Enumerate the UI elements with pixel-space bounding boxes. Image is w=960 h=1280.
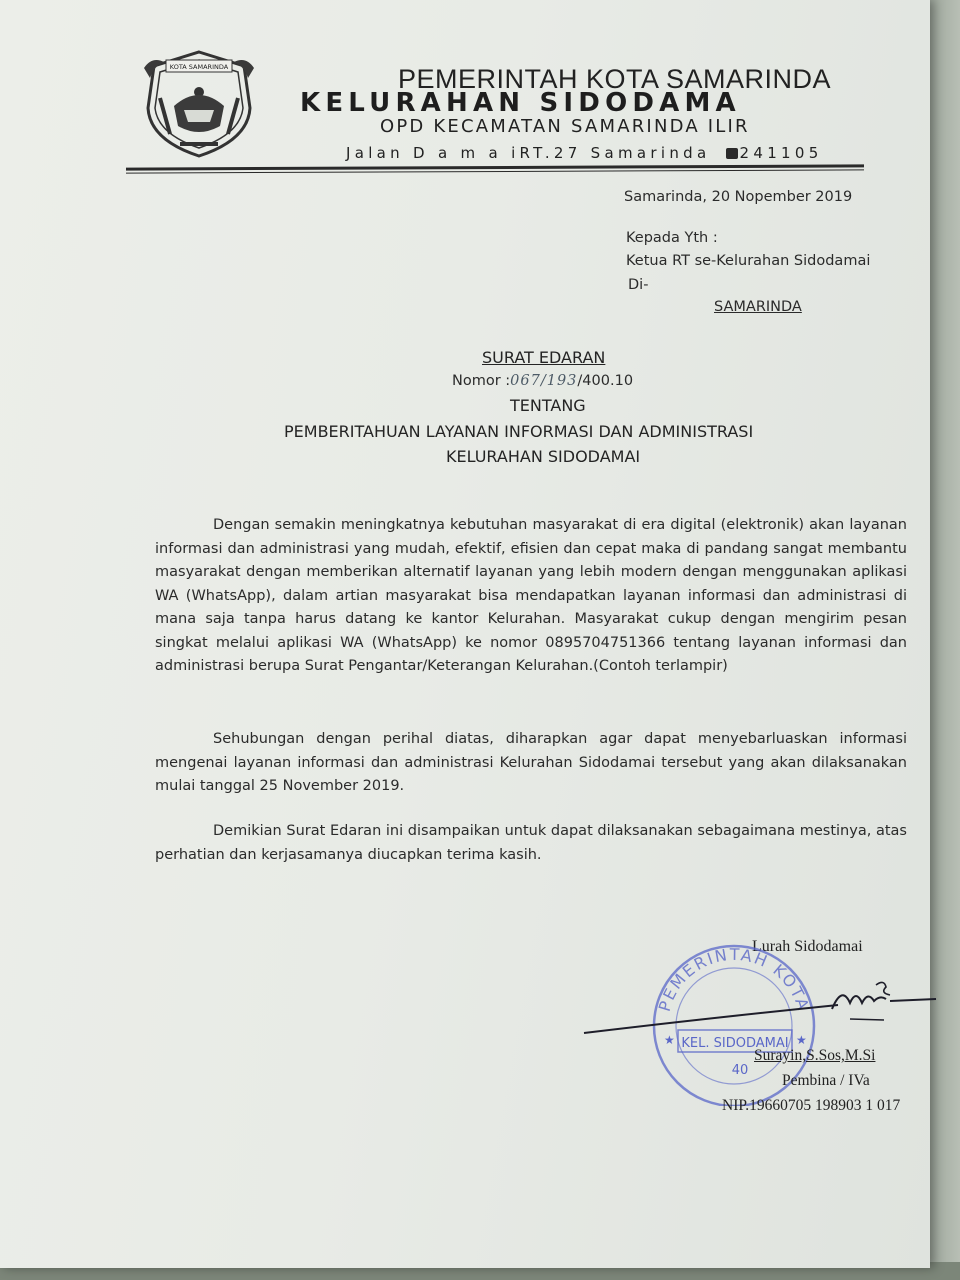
recipient-salutation: Kepada Yth : (626, 230, 718, 246)
body-paragraph-2 (155, 728, 907, 799)
body-paragraph-3-text: Demikian Surat Edaran ini disampaikan untuk dapat dilaksanakan sebagaimana mestinya, atas perhatian dan kerjasamanya diucapkan terima kasih. (155, 823, 907, 863)
letter-title: SURAT EDARAN (482, 348, 606, 367)
letterhead-sub-office: OPD KECAMATAN SAMARINDA ILIR (380, 116, 750, 137)
body-paragraph-1 (155, 514, 907, 679)
recipient-name: Ketua RT se-Kelurahan Sidodamai (626, 253, 871, 269)
svg-text:★: ★ (796, 1033, 807, 1047)
signatory-rank: Pembina / IVa (782, 1072, 870, 1089)
city-emblem-logo (140, 48, 258, 160)
subject-line-2: KELURAHAN SIDODAMAI (446, 447, 641, 466)
svg-text:PEMERINTAH KOTA: PEMERINTAH KOTA (654, 944, 814, 1014)
recipient-di: Di- (628, 277, 649, 293)
phone-icon (726, 148, 738, 159)
address-text: Jalan D a m a iRT.27 Samarinda (346, 144, 711, 162)
signatory-name: Surayin,S.Sos,M.Si (754, 1047, 876, 1064)
letter-date: Samarinda, 20 Nopember 2019 (624, 189, 853, 205)
signatory-position: Lurah Sidodamai (752, 938, 863, 955)
letter-number (452, 373, 633, 389)
recipient-city: SAMARINDA (714, 299, 802, 315)
letterhead-government: PEMERINTAH KOTA SAMARINDA (398, 64, 832, 94)
letterhead-address-line (346, 144, 823, 162)
signatory-nip: NIP.19660705 198903 1 017 (722, 1097, 901, 1114)
body-paragraph-1-text: Dengan semakin meningkatnya kebutuhan masyarakat di era digital (elektronik) akan layanan informasi dan administrasi yang mudah, efektif, efisien dan cepat maka di pandang sangat membantu masyarakat dengan memberikan alternatif layanan yang lebih modern dengan menggunakan aplikasi WA (WhatsApp), dalam artian masyarakat bisa mendapatkan layanan informasi dan administrasi di mana saja tanpa harus datang ke kantor Kelurahan. Masyarakat cukup dengan mengirim pesan singkat melalui aplikasi WA (WhatsApp) ke nomor 0895704751366 tentang layanan informasi dan administrasi berupa Surat Pengantar/Keterangan Kelurahan.(Contoh terlampir) (155, 517, 907, 674)
handwritten-signature (580, 975, 940, 1045)
background-surface (930, 0, 960, 1280)
number-handwritten: 067/193 (510, 373, 578, 389)
svg-text:★: ★ (664, 1033, 675, 1047)
letterhead-office: KELURAHAN SIDODAMA (300, 88, 741, 118)
svg-text:40: 40 (731, 1063, 749, 1078)
svg-text:KEL. SIDODAMAI: KEL. SIDODAMAI (681, 1036, 789, 1051)
body-paragraph-2-text: Sehubungan dengan perihal diatas, diharapkan agar dapat menyebarluaskan informasi mengenai layanan informasi dan administrasi Kelurahan Sidodamai tersebut yang akan dilaksanakan mulai tanggal 25 November 2019. (155, 731, 907, 794)
subject-line-1: PEMBERITAHUAN LAYANAN INFORMASI DAN ADMINISTRASI (284, 422, 754, 441)
number-suffix: /400.10 (577, 373, 634, 389)
phone-number: 241105 (739, 144, 823, 162)
body-paragraph-3 (155, 820, 907, 867)
number-label: Nomor : (452, 373, 511, 389)
tentang-label: TENTANG (510, 396, 586, 415)
svg-text:KOTA SAMARINDA: KOTA SAMARINDA (169, 63, 229, 71)
